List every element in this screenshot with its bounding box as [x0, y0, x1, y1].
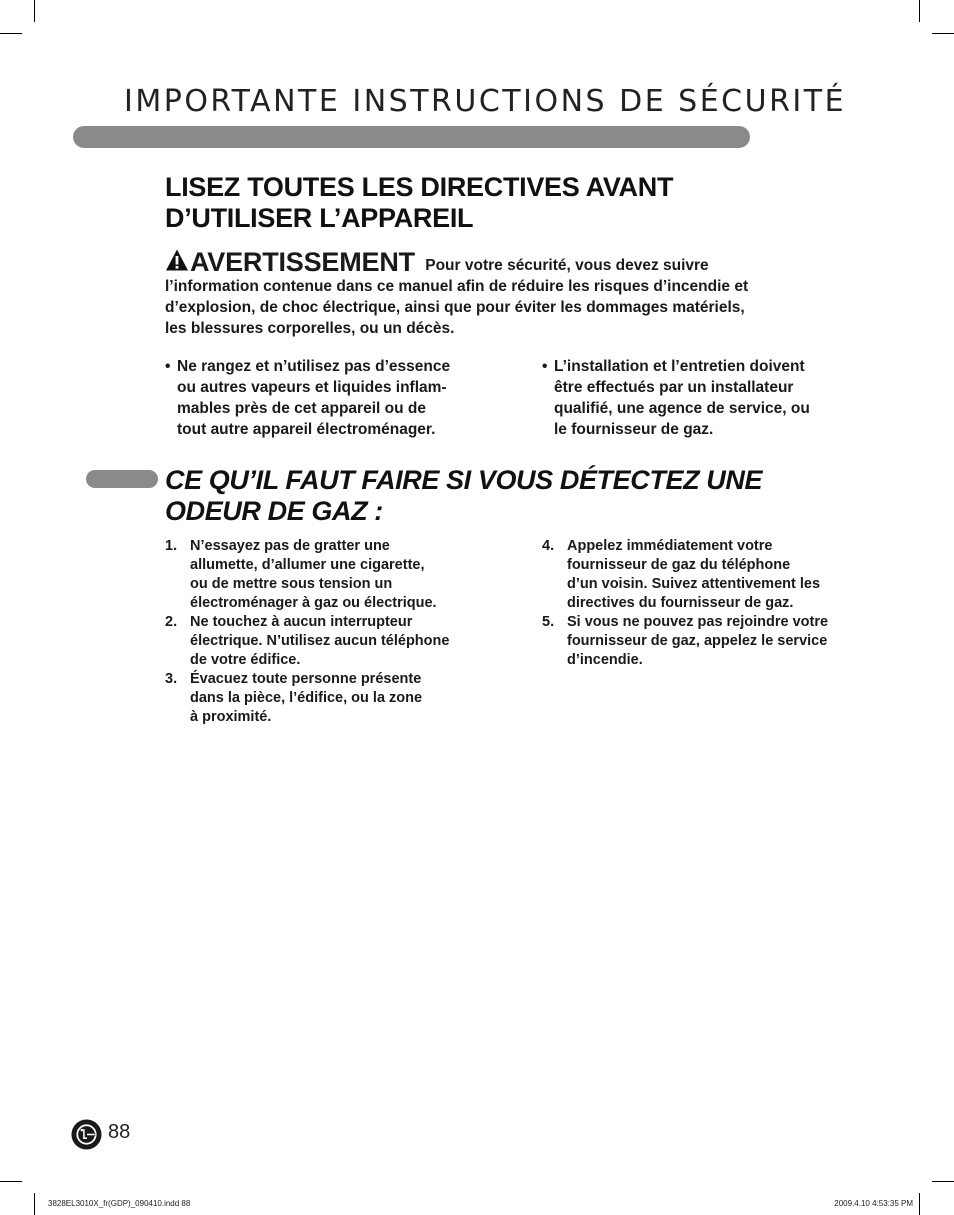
step-line: Appelez immédiatement votre	[567, 538, 773, 554]
bullet-line: tout autre appareil électroménager.	[177, 421, 436, 438]
crop-mark	[34, 1193, 35, 1215]
crop-mark	[919, 1193, 920, 1215]
step-item	[165, 537, 505, 613]
print-slug-filename: 3828EL3010X_fr(GDP)_090410.indd 88	[48, 1199, 191, 1208]
step-number: 1.	[165, 538, 178, 554]
step-number: 3.	[165, 671, 178, 687]
bullet-item	[165, 356, 505, 440]
step-line: dans la pièce, l’édifice, ou la zone	[190, 690, 423, 706]
crop-mark	[34, 0, 35, 22]
warning-lead-text: Pour votre sécurité, vous devez suivre	[425, 257, 709, 274]
step-line: d’un voisin. Suivez attentivement les	[567, 576, 821, 592]
bullet-line: L’installation et l’entretien doivent	[554, 358, 805, 375]
step-number: 4.	[542, 538, 555, 554]
title-underline-bar	[73, 126, 750, 148]
bullet-line: le fournisseur de gaz.	[554, 421, 714, 438]
step-line: à proximité.	[190, 709, 272, 725]
step-line: électrique. N’utilisez aucun téléphone	[190, 633, 450, 649]
crop-mark	[932, 1181, 954, 1182]
read-directives-heading	[165, 172, 805, 234]
step-item	[165, 670, 505, 727]
bullet-list-right	[542, 356, 882, 440]
step-line: d’incendie.	[567, 652, 643, 668]
bullet-line: être effectués par un installateur	[554, 379, 794, 396]
step-line: Évacuez toute personne présente	[190, 671, 422, 687]
bullet-line: mables près de cet appareil ou de	[177, 400, 426, 417]
bullet-list-left	[165, 356, 505, 440]
step-line: directives du fournisseur de gaz.	[567, 595, 794, 611]
step-number: 2.	[165, 614, 178, 630]
step-line: allumette, d’allumer une cigarette,	[190, 557, 425, 573]
warning-text-line: d’explosion, de choc électrique, ainsi que pour éviter les dommages matériels,	[165, 299, 745, 316]
bullet-line: Ne rangez et n’utilisez pas d’essence	[177, 358, 451, 375]
step-item	[542, 613, 892, 670]
heading-line: ODEUR DE GAZ :	[165, 496, 383, 526]
page-title: IMPORTANTE INSTRUCTIONS DE SÉCURITÉ	[124, 84, 847, 119]
step-line: électroménager à gaz ou électrique.	[190, 595, 437, 611]
lg-logo-icon	[71, 1119, 102, 1150]
step-line: ou de mettre sous tension un	[190, 576, 393, 592]
step-item	[542, 537, 892, 613]
section-marker-bar	[86, 470, 158, 488]
crop-mark	[919, 0, 920, 22]
heading-line: CE QU’IL FAUT FAIRE SI VOUS DÉTECTEZ UNE	[165, 465, 763, 495]
step-line: Si vous ne pouvez pas rejoindre votre	[567, 614, 829, 630]
warning-label: AVERTISSEMENT	[190, 247, 415, 277]
heading-line: LISEZ TOUTES LES DIRECTIVES AVANT	[165, 172, 674, 202]
warning-triangle-icon	[165, 248, 189, 272]
gas-steps-left	[165, 537, 505, 727]
step-number: 5.	[542, 614, 555, 630]
step-item	[165, 613, 505, 670]
crop-mark	[932, 33, 954, 34]
heading-line: D’UTILISER L’APPAREIL	[165, 203, 474, 233]
step-line: Ne touchez à aucun interrupteur	[190, 614, 413, 630]
step-line: fournisseur de gaz, appelez le service	[567, 633, 828, 649]
bullet-line: ou autres vapeurs et liquides inflam-	[177, 379, 447, 396]
warning-text-line: les blessures corporelles, ou un décès.	[165, 320, 455, 337]
bullet-line: qualifié, une agence de service, ou	[554, 400, 810, 417]
warning-text-line: l’information contenue dans ce manuel afin de réduire les risques d’incendie et	[165, 278, 749, 295]
step-line: de votre édifice.	[190, 652, 301, 668]
gas-steps-right	[542, 537, 892, 670]
print-slug-timestamp: 2009.4.10 4:53:35 PM	[834, 1199, 913, 1208]
page-number: 88	[108, 1121, 131, 1143]
warning-block	[165, 248, 845, 339]
step-line: N’essayez pas de gratter une	[190, 538, 390, 554]
crop-mark	[0, 33, 22, 34]
bullet-item	[542, 356, 882, 440]
step-line: fournisseur de gaz du téléphone	[567, 557, 791, 573]
gas-odor-heading	[165, 465, 865, 527]
crop-mark	[0, 1181, 22, 1182]
